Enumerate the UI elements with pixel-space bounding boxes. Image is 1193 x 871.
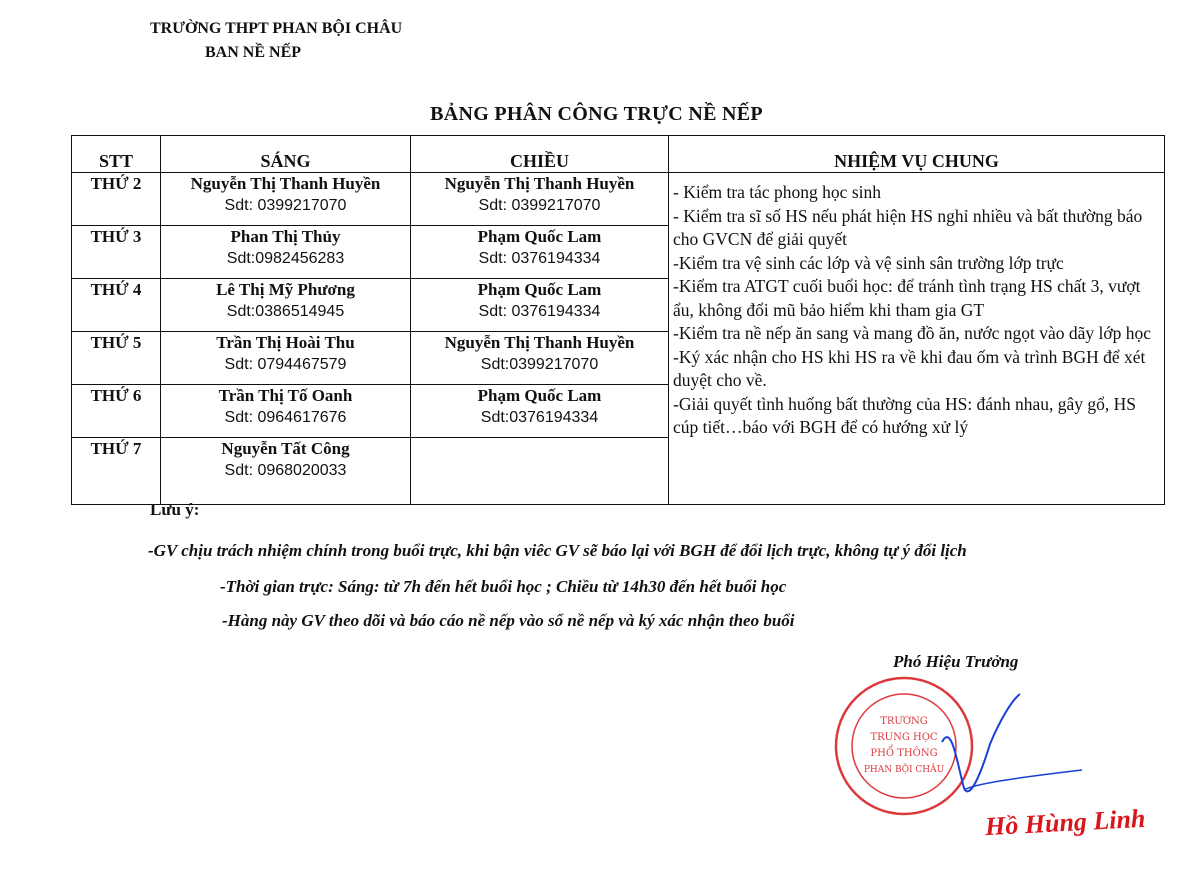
morning-cell xyxy=(161,173,411,226)
morning-cell xyxy=(161,385,411,438)
morning-teacher: Trần Thị Hoài Thu xyxy=(216,333,355,352)
afternoon-cell xyxy=(411,279,669,332)
duty-item: - Kiểm tra tác phong học sinh xyxy=(673,182,882,202)
school-seal-stamp xyxy=(824,670,1094,830)
afternoon-teacher: Phạm Quốc Lam xyxy=(477,280,602,299)
stamp-line: TRƯỜNG xyxy=(880,716,928,727)
note-item: -Thời gian trực: Sáng: từ 7h đến hết buổi học ; Chiều từ 14h30 đến hết buổi học xyxy=(220,577,787,596)
note-item: -Hàng này GV theo dõi và báo cáo nề nếp vào sổ nề nếp và ký xác nhận theo buổi xyxy=(222,611,795,630)
duty-item: -Kiểm tra vệ sinh các lớp và vệ sinh sân trường lớp trực xyxy=(673,252,1064,273)
afternoon-cell xyxy=(411,173,669,226)
afternoon-cell xyxy=(411,438,669,505)
notes-label: Lưu ý: xyxy=(150,500,200,519)
morning-phone: Sdt: 0399217070 xyxy=(224,197,347,214)
signature-underline-icon xyxy=(964,770,1082,790)
morning-phone: Sdt: 0964617676 xyxy=(224,409,347,426)
day-cell: THỨ 6 xyxy=(72,385,161,438)
duty-item: -Giải quyết tình huống bất thường của HS: đánh nhau, gây gổ, HS cúp tiết…báo với BGH để có hướng xử lý xyxy=(673,393,1136,437)
department-name: BAN NỀ NẾP xyxy=(205,44,302,61)
header-duties: NHIỆM VỤ CHUNG xyxy=(669,136,1165,173)
stamp-line: PHỔ THÔNG xyxy=(870,748,938,759)
header-stt: STT xyxy=(72,136,161,173)
morning-teacher: Nguyễn Tất Công xyxy=(221,439,350,458)
header-afternoon: CHIỀU xyxy=(411,136,669,173)
stamp-inner-ring xyxy=(852,694,956,798)
afternoon-phone: Sdt:0399217070 xyxy=(480,356,599,373)
afternoon-teacher: Nguyễn Thị Thanh Huyền xyxy=(444,333,635,352)
stamp-line: TRUNG HỌC xyxy=(870,732,938,743)
duty-item: -Kiểm tra ATGT cuối buổi học: để tránh tình trạng HS chất 3, vượt ẩu, không đổi mũ bảo hiểm khi tham gia GT xyxy=(673,276,1141,320)
signer-role: Phó Hiệu Trưởng xyxy=(893,652,1019,671)
afternoon-phone: Sdt:0376194334 xyxy=(480,409,599,426)
afternoon-cell xyxy=(411,332,669,385)
table-header-row xyxy=(72,136,1165,173)
afternoon-teacher: Phạm Quốc Lam xyxy=(477,227,602,246)
signer-name: Hồ Hùng Linh xyxy=(984,803,1147,842)
document-title: BẢNG PHÂN CÔNG TRỰC NỀ NẾP xyxy=(430,103,763,125)
afternoon-teacher: Nguyễn Thị Thanh Huyền xyxy=(444,174,635,193)
afternoon-phone: Sdt: 0376194334 xyxy=(478,250,601,267)
note-item: -GV chịu trách nhiệm chính trong buổi trực, khi bận viêc GV sẽ báo lại với BGH để đổi lịch trực, không tự ý đổi lịch xyxy=(148,541,967,560)
day-cell: THỨ 2 xyxy=(72,173,161,226)
duty-item: -Kiểm tra nề nếp ăn sang và mang đồ ăn, nước ngọt vào dãy lớp học xyxy=(673,323,1151,343)
afternoon-phone: Sdt: 0376194334 xyxy=(478,303,601,320)
day-cell: THỨ 7 xyxy=(72,438,161,505)
day-cell: THỨ 5 xyxy=(72,332,161,385)
school-name: TRƯỜNG THPT PHAN BỘI CHÂU xyxy=(150,20,403,37)
duty-item: -Ký xác nhận cho HS khi HS ra về khi đau ốm và trình BGH để xét duyệt cho về. xyxy=(673,346,1146,390)
afternoon-teacher: Phạm Quốc Lam xyxy=(477,386,602,405)
afternoon-cell xyxy=(411,226,669,279)
morning-teacher: Nguyễn Thị Thanh Huyền xyxy=(190,174,381,193)
header-morning: SÁNG xyxy=(161,136,411,173)
table-row xyxy=(72,173,1165,226)
day-cell: THỨ 3 xyxy=(72,226,161,279)
afternoon-phone: Sdt: 0399217070 xyxy=(478,197,601,214)
morning-phone: Sdt:0982456283 xyxy=(226,250,345,267)
duty-item: - Kiểm tra sĩ số HS nếu phát hiện HS nghỉ nhiều và bất thường báo cho GVCN để giải quyết xyxy=(673,205,1143,249)
morning-teacher: Lê Thị Mỹ Phương xyxy=(216,280,355,299)
morning-phone: Sdt: 0968020033 xyxy=(224,462,347,479)
duty-table xyxy=(71,135,1165,505)
day-cell: THỨ 4 xyxy=(72,279,161,332)
duties-cell xyxy=(669,173,1165,505)
morning-cell xyxy=(161,226,411,279)
signature-stroke-icon xyxy=(942,694,1020,791)
morning-cell xyxy=(161,438,411,505)
stamp-line: PHAN BỘI CHÂU xyxy=(863,765,945,775)
afternoon-cell xyxy=(411,385,669,438)
morning-teacher: Trần Thị Tố Oanh xyxy=(218,386,353,405)
stamp-outer-ring xyxy=(836,678,972,814)
morning-phone: Sdt:0386514945 xyxy=(226,303,345,320)
morning-teacher: Phan Thị Thủy xyxy=(230,227,341,246)
morning-phone: Sdt: 0794467579 xyxy=(224,356,347,373)
morning-cell xyxy=(161,279,411,332)
morning-cell xyxy=(161,332,411,385)
